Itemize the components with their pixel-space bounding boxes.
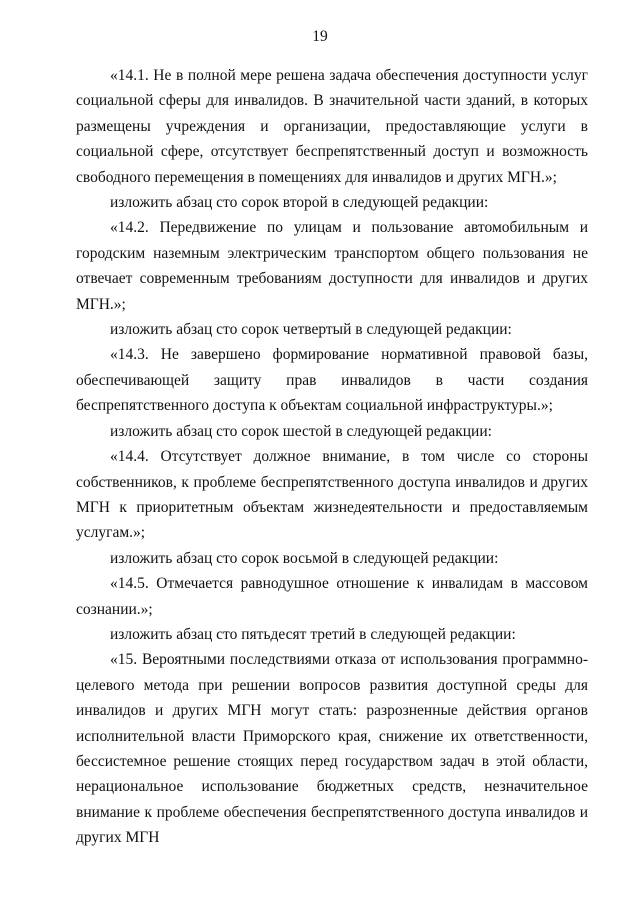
paragraph-14-5: «14.5. Отмечается равнодушное отношение к инвалидам в массовом сознании.»; bbox=[76, 575, 588, 618]
paragraph-14-1: «14.1. Не в полной мере решена задача обеспечения доступности услуг социальной сферы для инвалидов. В значительной части зданий, в которых размещены учреждения и организации, предоставляющие услуги в социальной сфере, отсутствует беспрепятственный доступ и возможность свободного перемещения в помещениях для инвалидов и других МГН.»; bbox=[76, 67, 588, 186]
paragraph-15: «15. Вероятными последствиями отказа от использования программно-целевого метода при решении вопросов развития доступной среды для инвалидов и других МГН могут стать: разрозненные действия органов исполнительной власти Приморского края, снижение их ответственности, бессистемное решение стоящих перед государством задач в этой области, нерациональное использование бюджетных средств, незначительное внимание к проблеме обеспечения беспрепятственного доступа инвалидов и других МГН bbox=[76, 651, 588, 847]
amendment-instruction-144: изложить абзац сто сорок четвертый в следующей редакции: bbox=[110, 321, 512, 339]
paragraph-14-2: «14.2. Передвижение по улицам и пользование автомобильным и городским наземным электрическим транспортом общего пользования не отвечает современным требованиям доступности для инвалидов и других МГН.»; bbox=[76, 219, 588, 313]
document-body bbox=[76, 63, 588, 851]
paragraph-14-3: «14.3. Не завершено формирование нормативной правовой базы, обеспечивающей защиту прав инвалидов в части создания беспрепятственного доступа к объектам социальной инфраструктуры.»; bbox=[76, 346, 588, 415]
amendment-instruction-153: изложить абзац сто пятьдесят третий в следующей редакции: bbox=[110, 625, 516, 643]
amendment-instruction-142: изложить абзац сто сорок второй в следующей редакции: bbox=[110, 194, 489, 212]
page-number: 19 bbox=[312, 28, 328, 45]
amendment-instruction-148: изложить абзац сто сорок восьмой в следующей редакции: bbox=[110, 549, 499, 567]
amendment-instruction-146: изложить абзац сто сорок шестой в следующей редакции: bbox=[110, 422, 492, 440]
paragraph-14-4: «14.4. Отсутствует должное внимание, в том числе со стороны собственников, к проблеме беспрепятственного доступа инвалидов и других МГН к приоритетным объектам жизнедеятельности и предоставляемым услугам.»; bbox=[76, 448, 588, 542]
